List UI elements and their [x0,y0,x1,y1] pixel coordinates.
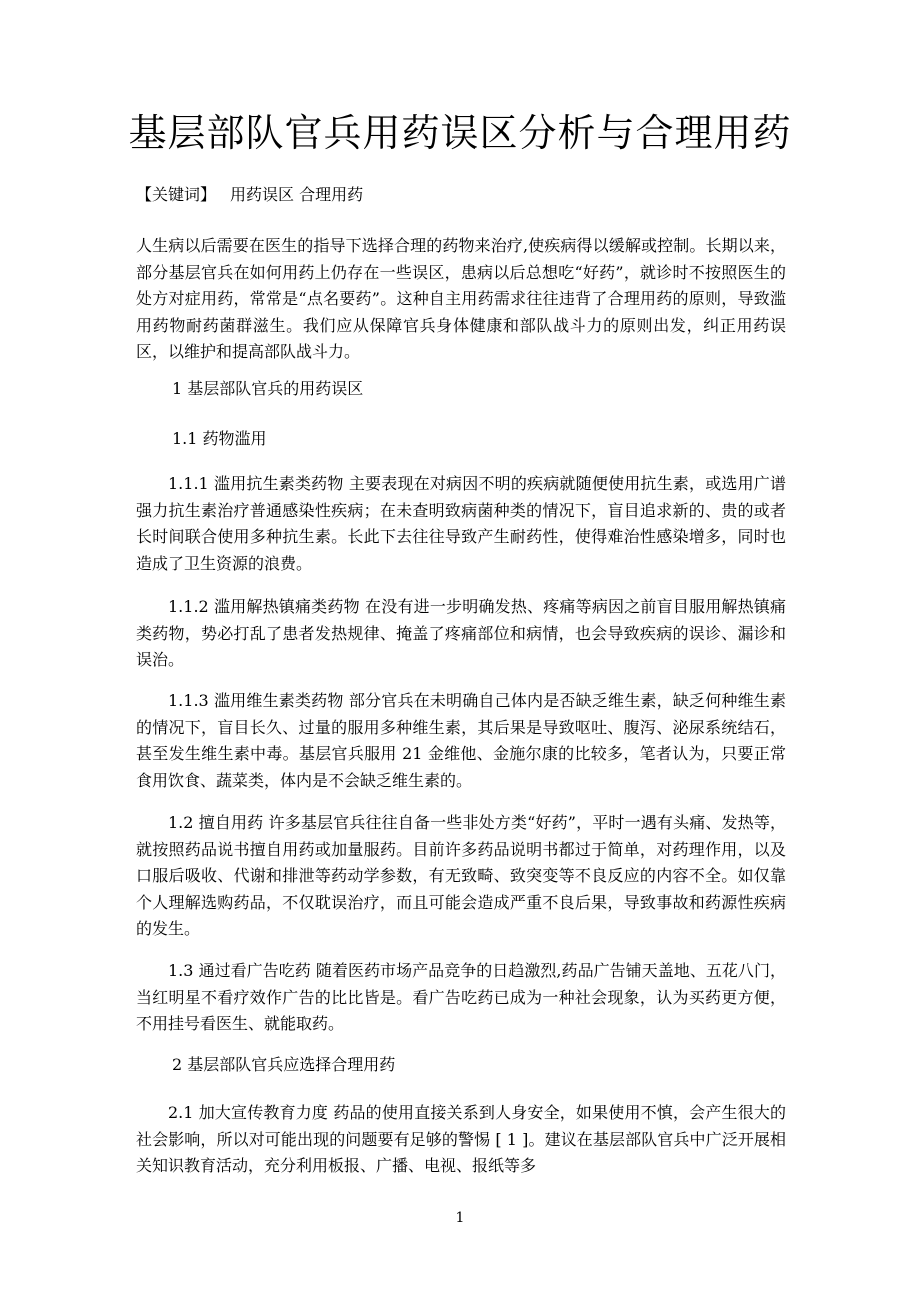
intro-paragraph: 人生病以后需要在医生的指导下选择合理的药物来治疗,使疾病得以缓解或控制。长期以来，部分基层官兵在如何用药上仍存在一些误区，患病以后总想吃“好药”，就诊时不按照医生的处方对症用药，常常是“点名要药”。这种自主用药需求往往违背了合理用药的原则，导致滥用药物耐药菌群滋生。我们应从保障官兵身体健康和部队战斗力的原则出发，纠正用药误区，以维护和提高部队战斗力。 [136,236,786,361]
paragraph-1-3: 1.3 通过看广告吃药 随着医药市场产品竞争的日趋激烈,药品广告铺天盖地、五花八门，当红明星不看疗效作广告的比比皆是。看广告吃药已成为一种社会现象，认为买药更方便，不用挂号看医生、就能取药。 [136,961,786,1033]
keywords-label: 【关键词】 [136,185,217,204]
section-2-heading: 2 基层部队官兵应选择合理用药 [172,1055,396,1074]
document-title: 基层部队官兵用药误区分析与合理用药 [128,111,792,155]
keywords-text: 用药误区 合理用药 [230,185,364,204]
page-number: 1 [455,1210,465,1226]
paragraph-1-2: 1.2 擅自用药 许多基层官兵往往自备一些非处方类“好药”，平时一遇有头痛、发热等，就按照药品说书擅自用药或加量服药。目前许多药品说明书都过于简单，对药理作用，以及口服后吸收、代谢和排泄等药动学参数，有无致畸、致突变等不良反应的内容不全。如仅靠个人理解选购药品，不仅耽误治疗，而且可能会造成严重不良后果，导致事故和药源性疾病的发生。 [136,813,786,938]
paragraph-1-1-1: 1.1.1 滥用抗生素类药物 主要表现在对病因不明的疾病就随便使用抗生素，或选用广谱强力抗生素治疗普通感染性疾病；在未查明致病菌种类的情况下，盲目追求新的、贵的或者长时间联合使用多种抗生素。长此下去往往导致产生耐药性，使得难治性感染增多，同时也造成了卫生资源的浪费。 [136,474,786,573]
paragraph-2-1: 2.1 加大宣传教育力度 药品的使用直接关系到人身安全，如果使用不慎，会产生很大的社会影响，所以对可能出现的问题要有足够的警惕 [ 1 ]。建议在基层部队官兵中广泛开展相关知识教育活动，充分利用板报、广播、电视、报纸等多 [136,1103,786,1175]
keywords-line [136,182,363,208]
paragraph-1-1-2: 1.1.2 滥用解热镇痛类药物 在没有进一步明确发热、疼痛等病因之前盲目服用解热镇痛类药物，势必打乱了患者发热规律、掩盖了疼痛部位和病情，也会导致疾病的误诊、漏诊和误治。 [136,597,786,669]
paragraph-1-1-3: 1.1.3 滥用维生素类药物 部分官兵在未明确自己体内是否缺乏维生素，缺乏何种维生素的情况下，盲目长久、过量的服用多种维生素，其后果是导致呕吐、腹泻、泌尿系统结石，甚至发生维生素中毒。基层官兵服用 21 金维他、金施尔康的比较多，笔者认为，只要正常食用饮食、蔬菜类，体内是不会缺乏维生素的。 [136,691,786,790]
section-1-1-heading: 1.1 药物滥用 [172,429,267,448]
section-1-heading: 1 基层部队官兵的用药误区 [172,379,364,398]
